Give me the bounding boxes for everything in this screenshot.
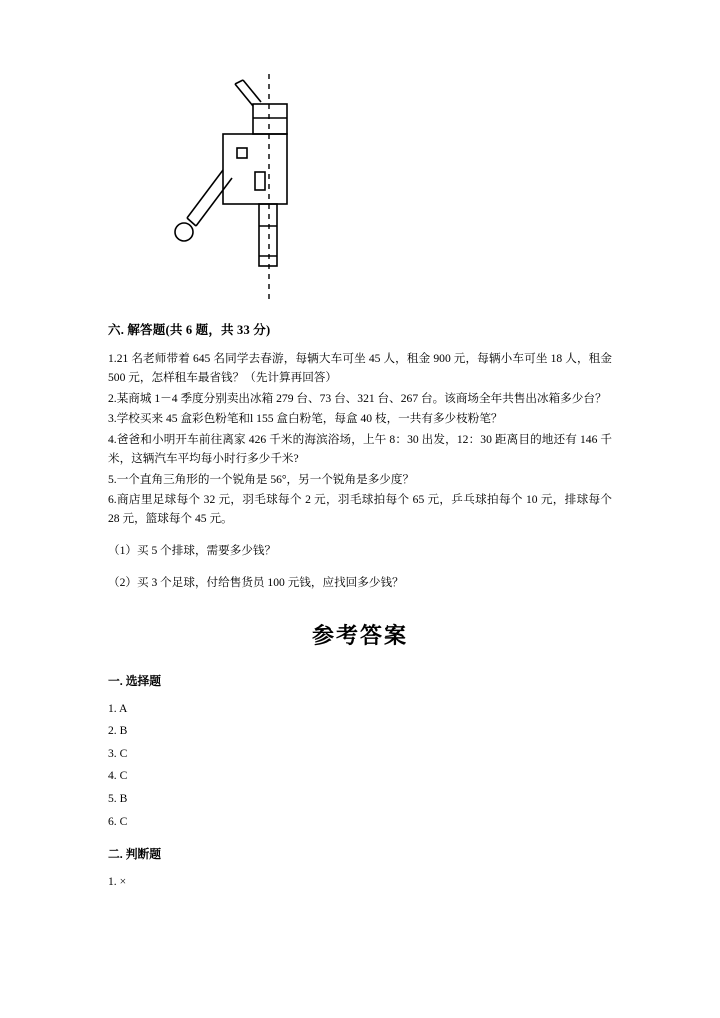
answer-key-title: 参考答案 [311, 622, 408, 648]
answer-item: 3. C [108, 746, 128, 760]
answer-group-heading-1: 一. 选择题 [108, 673, 162, 688]
figure-area [108, 0, 612, 320]
section-heading: 六. 解答题(共 6 题，共 33 分) [108, 323, 271, 337]
question-6-sub-1: （1）买 5 个排球，需要多少钱？ [108, 544, 277, 558]
section-six [108, 320, 612, 593]
answer-item: 5. B [108, 791, 128, 805]
question-5: 5.一个直角三角形的一个锐角是 56°，另一个锐角是多少度？ [108, 472, 415, 486]
answer-group-heading-2: 二. 判断题 [108, 847, 162, 862]
answer-key [108, 619, 612, 888]
question-6: 6.商店里足球每个 32 元，羽毛球每个 2 元，羽毛球拍每个 65 元，乒乓球拍每个 10 元，排球每个 28 元，篮球每个 45 元。 [108, 493, 612, 526]
question-2: 2.某商城 1－4 季度分别卖出冰箱 279 台、73 台、321 台、267 台。该商场全年共售出冰箱多少台？ [108, 391, 607, 405]
answer-item: 1. A [108, 701, 128, 715]
question-4: 4.爸爸和小明开车前往离家 426 千米的海滨浴场，上午 8：30 出发，12：30 距离目的地还有 146 千米，这辆汽车平均每小时行多少千米? [108, 433, 612, 465]
answer-item: 4. C [108, 769, 128, 783]
answer-item: 2. B [108, 724, 128, 738]
answer-item: 1. × [108, 875, 127, 889]
question-3: 3.学校买来 45 盒彩色粉笔和l 155 盒白粉笔，每盒 40 枝，一共有多少枝粉笔？ [108, 412, 503, 426]
answer-item: 6. C [108, 814, 128, 828]
question-6-sub-2: （2）买 3 个足球，付给售货员 100 元钱，应找回多少钱？ [108, 575, 404, 589]
question-1: 1.21 名老师带着 645 名同学去春游，每辆大车可坐 45 人，租金 900 元，每辆小车可坐 18 人，租金 500 元，怎样租车最省钱？（先计算再回答） [108, 352, 612, 384]
robot-line-drawing-icon [83, 60, 383, 320]
